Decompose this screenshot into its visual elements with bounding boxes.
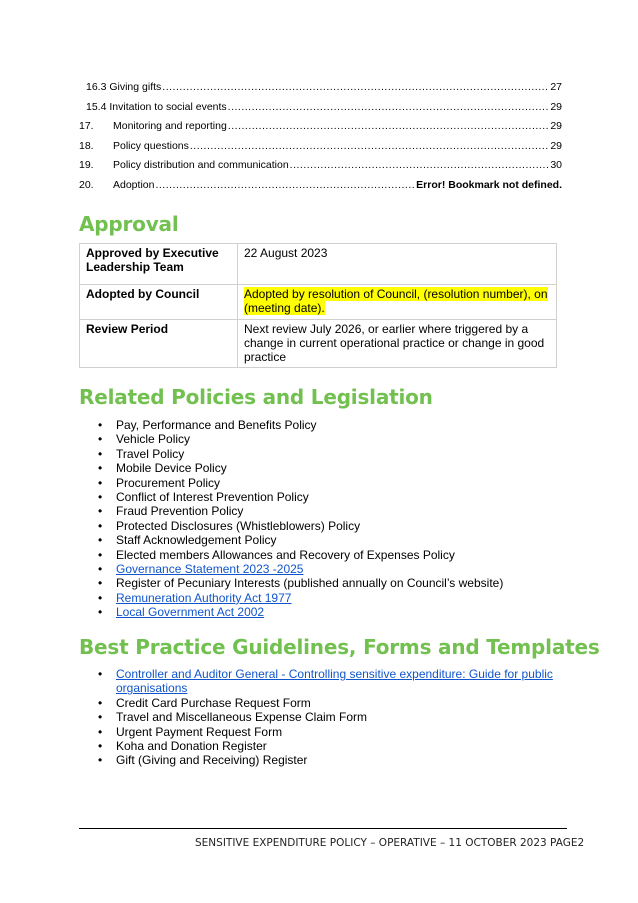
list-item xyxy=(116,562,564,576)
toc-entry-page: 29 xyxy=(550,100,562,113)
toc-entry-title: Adoption xyxy=(113,178,155,191)
footer-divider xyxy=(79,828,567,829)
local-government-act-link[interactable]: Local Government Act 2002 xyxy=(116,605,265,620)
toc-entry-number: 19. xyxy=(79,159,94,171)
toc-entry[interactable] xyxy=(79,156,562,176)
related-policies-heading: Related Policies and Legislation xyxy=(79,385,433,409)
guidelines-list xyxy=(79,667,564,768)
toc-leader xyxy=(155,176,415,196)
toc-leader xyxy=(290,156,550,176)
toc-entry[interactable] xyxy=(79,117,562,137)
toc-entry-title: 16.3 Giving gifts xyxy=(86,81,162,93)
toc-entry-page: 29 xyxy=(550,120,562,132)
toc-entry-page: 29 xyxy=(550,139,562,152)
toc-entry[interactable] xyxy=(79,176,562,196)
toc-leader xyxy=(190,137,549,157)
approval-value: Next review July 2026, or earlier where triggered by a change in current operational practice or change in good practice xyxy=(238,320,557,368)
toc-entry-title: Monitoring and reporting xyxy=(113,120,227,132)
list-item: • Gift (Giving and Receiving) Register xyxy=(116,753,564,767)
guidelines-heading: Best Practice Guidelines, Forms and Templates xyxy=(79,635,600,659)
governance-statement-link[interactable]: Governance Statement 2023 -2025 xyxy=(116,562,304,577)
list-item: • Procurement Policy xyxy=(116,476,564,490)
list-item xyxy=(116,591,564,605)
related-policies-list xyxy=(79,418,564,620)
approval-label: Approved by Executive Leadership Team xyxy=(80,244,238,285)
table-row xyxy=(80,285,557,320)
toc-entry-page: 27 xyxy=(550,81,562,93)
table-of-contents xyxy=(79,78,562,195)
list-item: • Koha and Donation Register xyxy=(116,739,564,753)
page-footer: SENSITIVE EXPENDITURE POLICY – OPERATIVE – 11 OCTOBER 2023 PAGE2 xyxy=(195,837,585,849)
list-item: • Register of Pecuniary Interests (published annually on Council’s website) xyxy=(116,576,564,590)
toc-bookmark-error: Error! Bookmark not defined. xyxy=(416,178,562,191)
list-item: • Credit Card Purchase Request Form xyxy=(116,696,564,710)
toc-leader xyxy=(162,78,549,98)
toc-entry-number: 17. xyxy=(79,120,94,132)
toc-leader xyxy=(228,117,549,137)
list-item xyxy=(116,605,564,619)
toc-leader xyxy=(228,98,550,118)
approval-label: Review Period xyxy=(80,320,238,368)
approval-heading: Approval xyxy=(79,212,179,236)
toc-entry[interactable] xyxy=(79,78,562,98)
list-item: • Pay, Performance and Benefits Policy xyxy=(116,418,564,432)
approval-value: 22 August 2023 xyxy=(238,244,557,285)
toc-entry[interactable] xyxy=(79,98,562,118)
list-item: • Staff Acknowledgement Policy xyxy=(116,533,564,547)
approval-value xyxy=(238,285,557,320)
toc-entry[interactable] xyxy=(79,137,562,157)
table-row xyxy=(80,244,557,285)
list-item xyxy=(116,667,564,696)
list-item: • Elected members Allowances and Recovery of Expenses Policy xyxy=(116,548,564,562)
auditor-general-guide-link[interactable]: Controller and Auditor General - Controlling sensitive expenditure: Guide for public organisations xyxy=(116,667,553,696)
toc-entry-title: Policy distribution and communication xyxy=(113,159,289,171)
toc-entry-title: 15.4 Invitation to social events xyxy=(86,100,227,113)
toc-entry-page: 30 xyxy=(550,159,562,171)
approval-table xyxy=(79,243,557,368)
list-item: • Urgent Payment Request Form xyxy=(116,725,564,739)
highlighted-text: Adopted by resolution of Council, (resolution number), on (meeting date). xyxy=(244,287,548,315)
toc-entry-number: 20. xyxy=(79,178,94,191)
table-row xyxy=(80,320,557,368)
list-item: • Vehicle Policy xyxy=(116,432,564,446)
list-item: • Conflict of Interest Prevention Policy xyxy=(116,490,564,504)
toc-entry-title: Policy questions xyxy=(113,139,189,152)
list-item: • Fraud Prevention Policy xyxy=(116,504,564,518)
list-item: • Protected Disclosures (Whistleblowers) Policy xyxy=(116,519,564,533)
approval-label: Adopted by Council xyxy=(80,285,238,320)
list-item: • Travel and Miscellaneous Expense Claim Form xyxy=(116,710,564,724)
list-item: • Travel Policy xyxy=(116,447,564,461)
list-item: • Mobile Device Policy xyxy=(116,461,564,475)
toc-entry-number: 18. xyxy=(79,139,94,152)
remuneration-act-link[interactable]: Remuneration Authority Act 1977 xyxy=(116,590,292,605)
